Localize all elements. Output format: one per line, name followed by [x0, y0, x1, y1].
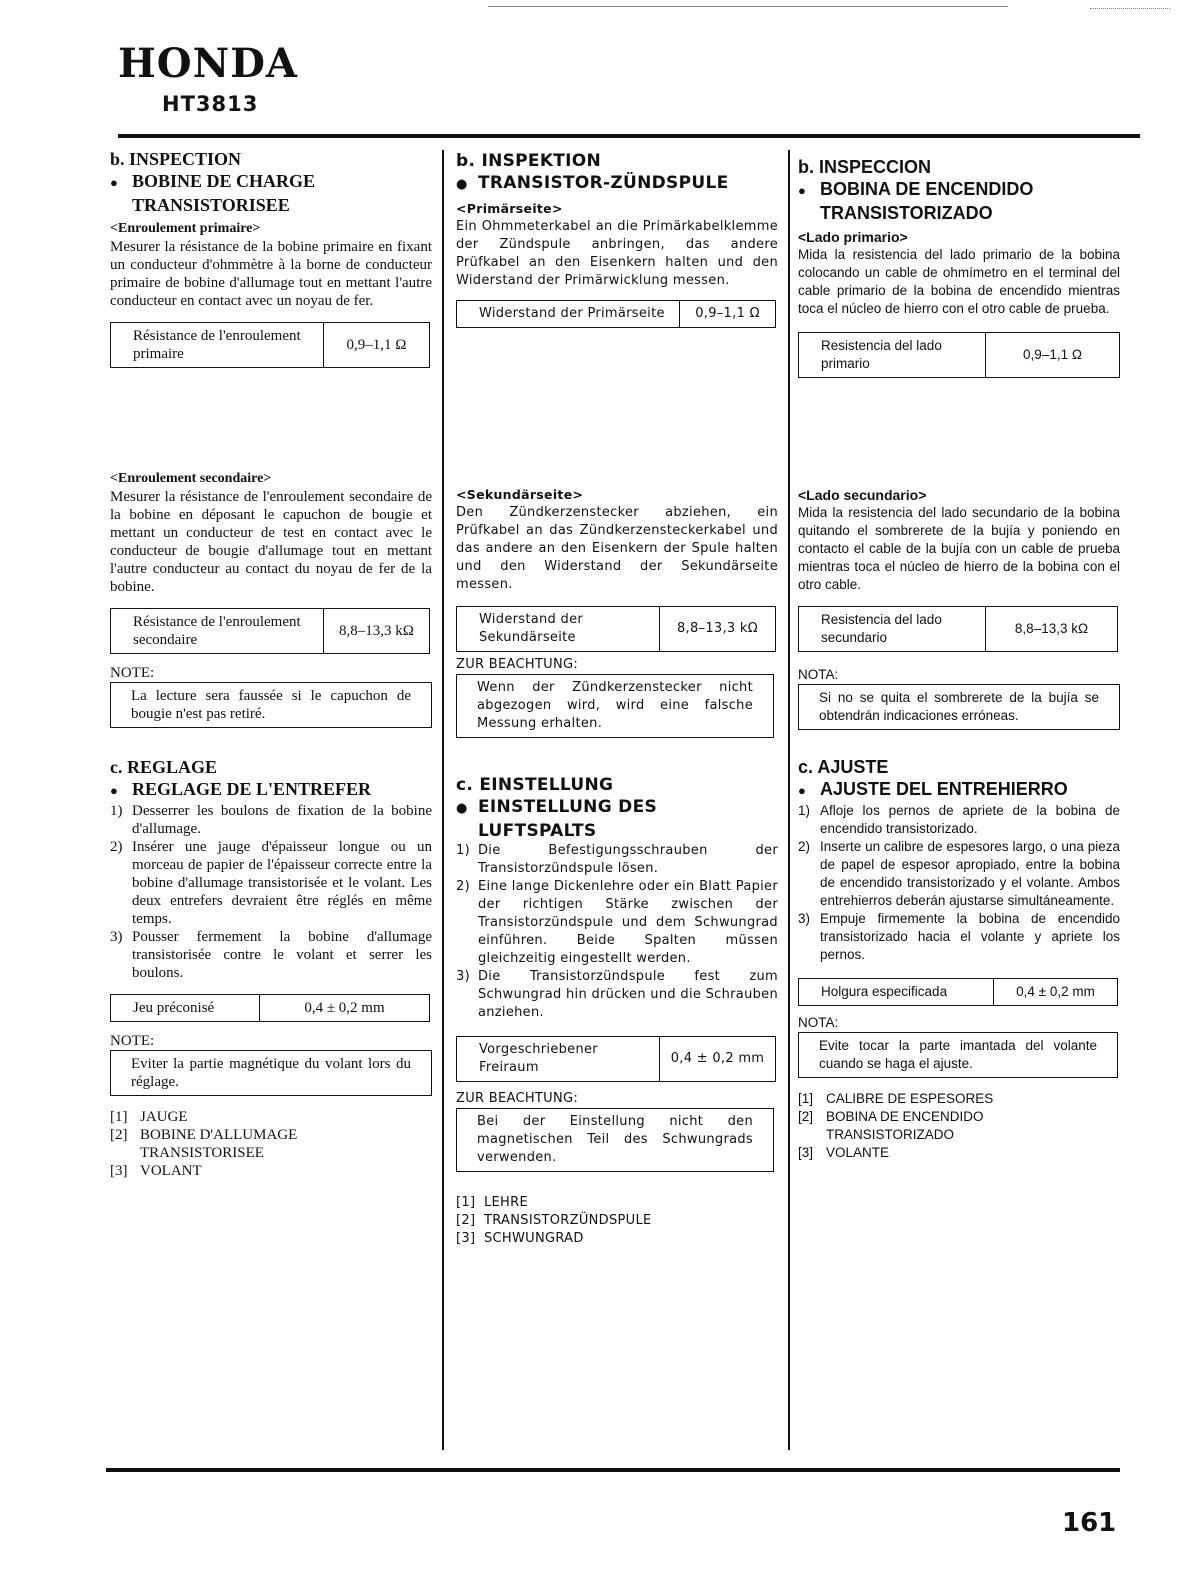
brand-logo: HONDA: [118, 40, 298, 87]
spec-value: 0,9–1,1 Ω: [1023, 347, 1082, 362]
section-title: c. EINSTELLUNG: [456, 775, 614, 795]
section-title: c. AJUSTE: [798, 757, 889, 777]
note-label: NOTA:: [798, 1015, 839, 1030]
gap-spec-box: [456, 1036, 776, 1082]
list-item: 1) Afloje los pernos de apriete de la bobina de encendido transistorizado.: [798, 803, 1120, 836]
list-item: 2) Insérer une jauge d'épaisseur longue ou un morceau de papier de l'épaisseur correcte entre la bobine d'allumage transistorisée et le volant. Les deux entrefers devraient être réglés en même temps.: [110, 839, 432, 927]
item-title: ● EINSTELLUNG DES LUFTSPALTS: [456, 796, 778, 842]
secondary-text: Mesurer la résistance de l'enroulement secondaire de la bobine en déposant le capuchon de bougie et mettant un conducteur de test en contact avec le conducteur de bougie d'allumage tout en mettant l'autre conducteur au contact du noyau de fer de la bobine.: [110, 489, 432, 595]
list-item: 1) Die Befestigungsschrauben der Transistorzündspule lösen.: [456, 843, 778, 876]
secondary-text: Den Zündkerzenstecker abziehen, ein Prüfkabel an das Zündkerzensteckerkabel und das andere an den Eisenkern der Spule halten und den Widerstand der Sekundärseite messen.: [456, 505, 778, 592]
gap-spec-box: [798, 978, 1118, 1006]
list-item: 3) Empuje firmemente la bobina de encendido transistorizado hacia el volante y apriete los pernos.: [798, 911, 1120, 962]
note-box: Si no se quita el sombrerete de la bujía se obtendrán indicaciones erróneas.: [798, 684, 1120, 730]
spec-value: 0,4 ± 0,2 mm: [670, 1051, 765, 1066]
spec-value: 0,4 ± 0,2 mm: [1016, 984, 1095, 999]
footer-rule: [106, 1468, 1120, 1472]
spec-value: 0,9–1,1 Ω: [695, 306, 760, 321]
list-item: [3] SCHWUNGRAD: [456, 1231, 584, 1246]
note-box: La lecture sera faussée si le capuchon de bougie n'est pas retiré.: [110, 682, 432, 728]
list-item: 2) Eine lange Dickenlehre oder ein Blatt Papier der richtigen Stärke zwischen der Transistorzündspule und dem Schwungrad einführen. Beide Spalten müssen gleichzeitig eingestellt werden.: [456, 879, 778, 966]
primary-subtitle: <Primärseite>: [456, 201, 563, 216]
list-item: [1] LEHRE: [456, 1195, 528, 1210]
spec-label: Résistance de l'enroulement primaire: [111, 323, 324, 367]
note-box: Wenn der Zündkerzenstecker nicht abgezogen wird, wird eine falsche Messung erhalten.: [456, 674, 774, 738]
page-number: 161: [1062, 1508, 1117, 1538]
column-divider-2: [788, 150, 790, 1450]
primary-text: Mida la resistencia del lado primario de la bobina colocando un cable de ohmímetro en el terminal del cable primario de la bobina de encendido mientras toca el núcleo de hierro con el otro cable de prueba.: [798, 247, 1120, 316]
secondary-text: Mida la resistencia del lado secundario de la bobina quitando el sombrerete de la bujía y poniendo en contacto el cable de la bujía con un cable de prueba mientras toca el núcleo de hierro de la bobina con el otro cable.: [798, 505, 1120, 592]
top-decor-line: [488, 6, 1008, 7]
primary-spec-box: [110, 322, 430, 368]
spec-label: Resistencia del lado primario: [799, 333, 986, 377]
list-item: 3) Die Transistorzündspule fest zum Schwungrad hin drücken und die Schrauben anziehen.: [456, 969, 778, 1020]
note-label: NOTE:: [110, 665, 155, 681]
item-title: ● BOBINE DE CHARGE TRANSISTORISEE: [110, 170, 432, 216]
note-box: Eviter la partie magnétique du volant lors du réglage.: [110, 1050, 432, 1096]
note-label: ZUR BEACHTUNG:: [456, 1091, 579, 1106]
secondary-subtitle: <Enroulement secondaire>: [110, 471, 272, 486]
spec-label: Jeu préconisé: [111, 995, 260, 1021]
note-label: NOTE:: [110, 1033, 155, 1049]
steps-list: [798, 802, 1120, 964]
list-item: 1) Desserrer les boulons de fixation de la bobine d'allumage.: [110, 803, 432, 837]
note-label: ZUR BEACHTUNG:: [456, 657, 579, 672]
primary-spec-box: [798, 332, 1120, 378]
spec-value: 8,8–13,3 kΩ: [676, 621, 758, 636]
column-german: [456, 150, 778, 1248]
primary-subtitle: <Lado primario>: [798, 229, 908, 245]
spec-value: 0,9–1,1 Ω: [346, 337, 407, 353]
column-divider-1: [442, 150, 444, 1450]
steps-list: [110, 802, 432, 982]
spec-label: Widerstand der Primärseite: [457, 301, 680, 327]
note-box: Evite tocar la parte imantada del volante cuando se haga el ajuste.: [798, 1032, 1118, 1078]
spec-label: Holgura especificada: [799, 979, 994, 1005]
section-title: b. INSPEKTION: [456, 151, 602, 171]
secondary-subtitle: <Sekundärseite>: [456, 487, 584, 502]
top-decor-dots: [1090, 8, 1170, 9]
list-item: [2] BOBINA DE ENCENDIDO TRANSISTORIZADO: [798, 1109, 984, 1142]
list-item: [3] VOLANTE: [798, 1145, 890, 1160]
secondary-spec-box: [110, 608, 430, 654]
item-title: ● BOBINA DE ENCENDIDO TRANSISTORIZADO: [798, 178, 1120, 224]
item-title: ● AJUSTE DEL ENTREHIERRO: [798, 778, 1120, 802]
primary-subtitle: <Enroulement primaire>: [110, 221, 261, 236]
list-item: 2) Inserte un calibre de espesores largo, o una pieza de papel de espesor apropiado, entre la bobina de encendido transistorizado y el volante. Ambos entrehierros deberán ajustarse simultáneamente.: [798, 839, 1120, 908]
section-title: b. INSPECCION: [798, 157, 932, 177]
legend-list: [456, 1194, 778, 1248]
primary-text: Mesurer la résistance de la bobine primaire en fixant un conducteur d'ohmmètre à la borne de conducteur primaire de bobine d'allumage tout en mettant l'autre conducteur en contact avec un noyau de fer.: [110, 239, 432, 309]
section-title: c. REGLAGE: [110, 757, 218, 777]
primary-text: Ein Ohmmeterkabel an die Primärkabelklemme der Zündspule anbringen, das andere Prüfkabel an den Eisenkern halten und den Widerstand der Primärwicklung messen.: [456, 219, 778, 288]
secondary-spec-box: [798, 606, 1118, 652]
item-title: ● TRANSISTOR-ZÜNDSPULE: [456, 172, 778, 196]
column-french: [110, 148, 432, 1180]
list-item: [1] JAUGE: [110, 1109, 188, 1125]
spec-label: Vorgeschriebener Freiraum: [457, 1037, 660, 1081]
spec-value: 8,8–13,3 kΩ: [1014, 621, 1089, 636]
steps-list: [456, 842, 778, 1022]
legend-list: [798, 1090, 1120, 1162]
spec-label: Widerstand der Sekundärseite: [457, 607, 660, 651]
spec-label: Résistance de l'enroulement secondaire: [111, 609, 324, 653]
note-box: Bei der Einstellung nicht den magnetischen Teil des Schwungrads verwenden.: [456, 1108, 774, 1172]
secondary-subtitle: <Lado secundario>: [798, 487, 927, 503]
spec-value: 8,8–13,3 kΩ: [339, 623, 414, 639]
gap-spec-box: [110, 994, 430, 1022]
list-item: [3] VOLANT: [110, 1163, 202, 1179]
legend-list: [110, 1108, 432, 1180]
item-title: ● REGLAGE DE L'ENTREFER: [110, 778, 432, 802]
spec-label: Resistencia del lado secundario: [799, 607, 986, 651]
header-rule: [118, 134, 1140, 138]
secondary-spec-box: [456, 606, 776, 652]
column-spanish: [798, 156, 1120, 1162]
list-item: 3) Pousser fermement la bobine d'allumage transistorisée contre le volant et serrer les boulons.: [110, 929, 432, 981]
list-item: [2] TRANSISTORZÜNDSPULE: [456, 1213, 652, 1228]
list-item: [2] BOBINE D'ALLUMAGE TRANSISTORISEE: [110, 1127, 298, 1161]
spec-value: 0,4 ± 0,2 mm: [304, 1000, 385, 1016]
model-number: HT3813: [162, 92, 259, 116]
primary-spec-box: [456, 300, 776, 328]
section-title: b. INSPECTION: [110, 149, 242, 169]
note-label: NOTA:: [798, 667, 839, 682]
list-item: [1] CALIBRE DE ESPESORES: [798, 1091, 994, 1106]
